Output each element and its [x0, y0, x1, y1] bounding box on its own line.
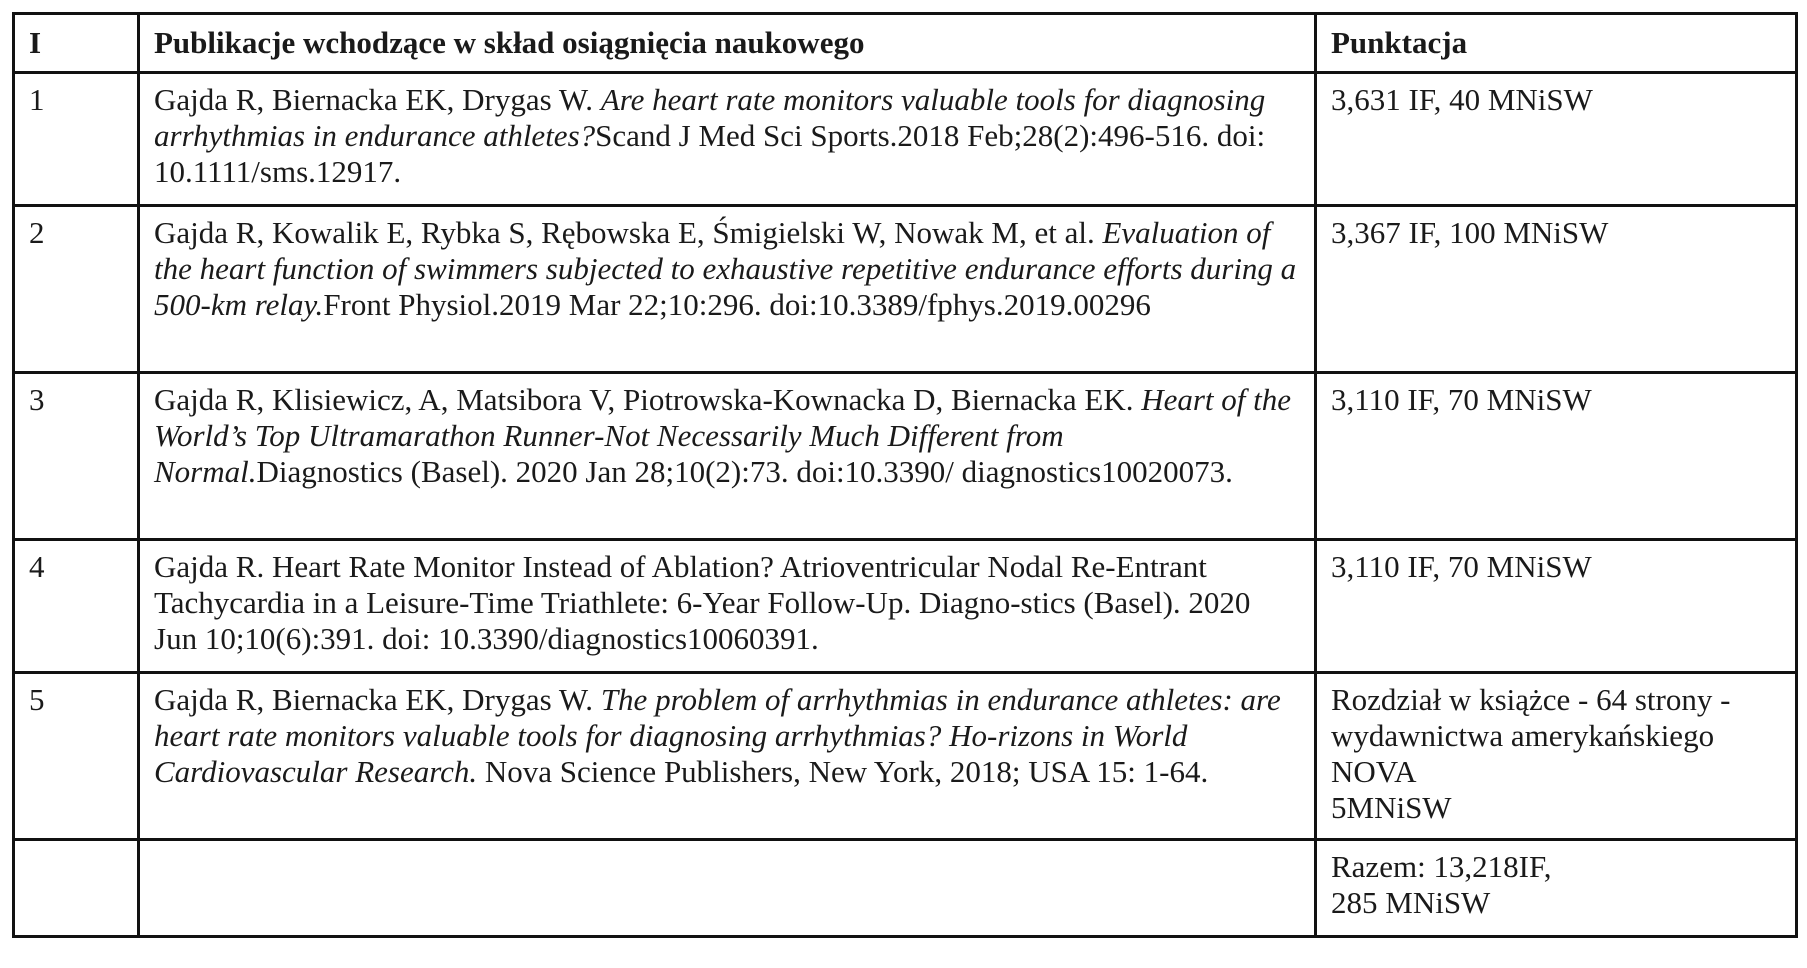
total-row: [14, 840, 1797, 937]
citation-title: The problem of arrhythmias in endurance athletes: are heart rate monitors valuable tools for diagnosing arrhythmias? Ho-rizons in World Cardiovascular Research.: [154, 682, 1281, 789]
total-points-line: Razem: 13,218IF,: [1331, 849, 1552, 884]
row-number: 3: [14, 373, 139, 540]
publication-citation: [139, 206, 1316, 373]
citation-authors: Gajda R, Biernacka EK, Drygas W.: [154, 82, 601, 117]
header-points: Punktacja: [1316, 14, 1797, 73]
citation-authors: Gajda R, Biernacka EK, Drygas W.: [154, 682, 601, 717]
publication-citation: [139, 373, 1316, 540]
publication-points: [1316, 373, 1797, 540]
points-line: NOVA: [1331, 754, 1417, 789]
table-row: [14, 673, 1797, 840]
publication-points: [1316, 73, 1797, 206]
row-number: 5: [14, 673, 139, 840]
total-publications: [139, 840, 1316, 937]
citation-title: Heart of the World’s Top Ultramarathon Runner-Not Necessarily Much Different from Normal.: [154, 382, 1292, 489]
publication-points: [1316, 540, 1797, 673]
table-row: [14, 206, 1797, 373]
publication-points: [1316, 206, 1797, 373]
row-number: 2: [14, 206, 139, 373]
citation-source: Front Physiol.2019 Mar 22;10:296. doi:10.3389/fphys.2019.00296: [323, 287, 1151, 322]
citation-authors: Gajda R, Klisiewicz, A, Matsibora V, Piotrowska-Kownacka D, Biernacka EK.: [154, 382, 1142, 417]
citation-source: Diagnostics (Basel). 2020 Jan 28;10(2):73. doi:10.3390/ diagnostics10020073.: [256, 454, 1233, 489]
points-line: 5MNiSW: [1331, 790, 1452, 825]
citation-authors: Gajda R, Kowalik E, Rybka S, Rębowska E, Śmigielski W, Nowak M, et al.: [154, 215, 1103, 250]
points-line: 3,110 IF, 70 MNiSW: [1331, 549, 1592, 584]
citation-title: Are heart rate monitors valuable tools for diagnosing arrhythmias in endurance athletes?: [154, 82, 1266, 153]
total-points: [1316, 840, 1797, 937]
header-publications: Publikacje wchodzące w skład osiągnięcia naukowego: [139, 14, 1316, 73]
publication-citation: [139, 540, 1316, 673]
table-row: [14, 373, 1797, 540]
points-line: wydawnictwa amerykańskiego: [1331, 718, 1715, 753]
table-header-row: [14, 14, 1797, 73]
row-number: 1: [14, 73, 139, 206]
publications-table: [12, 12, 1798, 938]
points-line: Rozdział w książce - 64 strony -: [1331, 682, 1731, 717]
publication-citation: [139, 673, 1316, 840]
publication-citation: [139, 73, 1316, 206]
citation-source: Nova Science Publishers, New York, 2018; USA 15: 1-64.: [477, 754, 1209, 789]
citation-title: Evaluation of the heart function of swimmers subjected to exhaustive repetitive endurance efforts during a 500-km relay.: [154, 215, 1297, 322]
table-row: [14, 540, 1797, 673]
citation-source: Scand J Med Sci Sports.2018 Feb;28(2):496-516. doi: 10.1111/sms.12917.: [154, 118, 1266, 189]
header-number: I: [14, 14, 139, 73]
citation-authors: Gajda R. Heart Rate Monitor Instead of Ablation? Atrioventricular Nodal Re-Entrant Tachycardia in a Leisure-Time Triathlete: 6-Year Follow-Up. Diagno-stics (Basel). 2020 Jun 10;10(6):391. doi: 10.3390/diagnostics10060391.: [154, 549, 1251, 656]
total-number: [14, 840, 139, 937]
points-line: 3,631 IF, 40 MNiSW: [1331, 82, 1593, 117]
points-line: 3,367 IF, 100 MNiSW: [1331, 215, 1609, 250]
publication-points: [1316, 673, 1797, 840]
points-line: 3,110 IF, 70 MNiSW: [1331, 382, 1592, 417]
row-number: 4: [14, 540, 139, 673]
table-row: [14, 73, 1797, 206]
total-points-line: 285 MNiSW: [1331, 885, 1491, 920]
